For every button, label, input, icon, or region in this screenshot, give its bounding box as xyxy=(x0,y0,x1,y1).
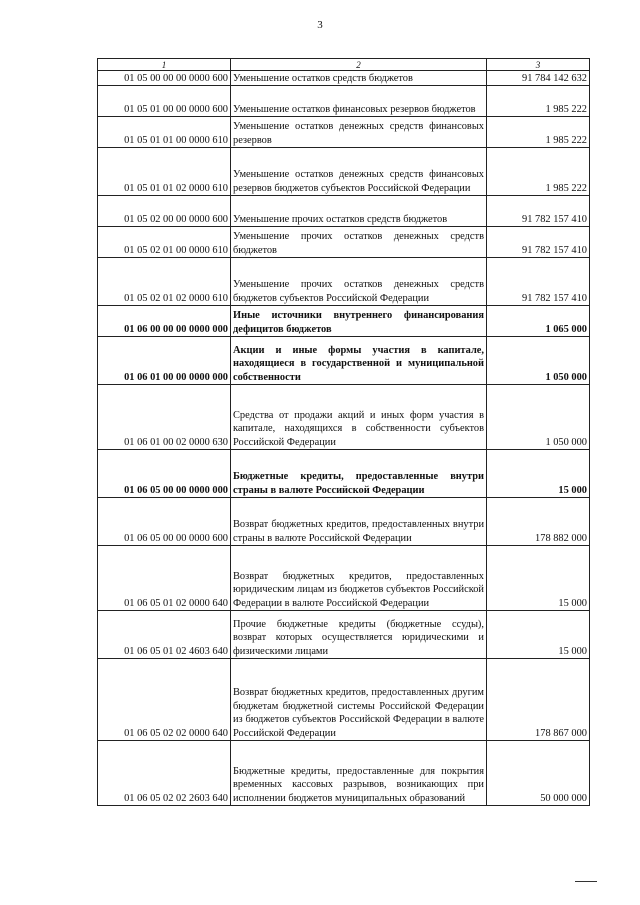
row-name: Уменьшение остатков денежных средств финансовых резервов xyxy=(231,117,487,148)
row-amount: 15 000 xyxy=(487,450,590,498)
row-name: Бюджетные кредиты, предоставленные для покрытия временных кассовых разрывов, возникающих при исполнении бюджетов муниципальных образований xyxy=(231,741,487,806)
row-code: 01 06 01 00 02 0000 630 xyxy=(98,385,231,450)
row-code: 01 06 05 00 00 0000 600 xyxy=(98,498,231,546)
table-row xyxy=(98,148,590,196)
row-code: 01 05 02 01 02 0000 610 xyxy=(98,258,231,306)
row-amount: 1 050 000 xyxy=(487,385,590,450)
row-name: Возврат бюджетных кредитов, предоставленных другим бюджетам бюджетной системы Российской Федерации из бюджетов субъектов Российской Федерации в валюте Российской Федерации xyxy=(231,659,487,741)
row-amount: 15 000 xyxy=(487,611,590,659)
page-number: 3 xyxy=(317,19,323,31)
row-amount: 15 000 xyxy=(487,546,590,611)
row-code: 01 05 00 00 00 0000 600 xyxy=(98,71,231,86)
row-code: 01 06 05 01 02 4603 640 xyxy=(98,611,231,659)
row-amount: 91 784 142 632 xyxy=(487,71,590,86)
row-name: Уменьшение остатков средств бюджетов xyxy=(231,71,487,86)
table-row xyxy=(98,498,590,546)
row-amount: 1 985 222 xyxy=(487,148,590,196)
row-amount: 50 000 000 xyxy=(487,741,590,806)
column-header-code: 1 xyxy=(98,59,231,71)
table-row xyxy=(98,196,590,227)
row-name: Возврат бюджетных кредитов, предоставленных юридическим лицам из бюджетов субъектов Российской Федерации в валюте Российской Федерации xyxy=(231,546,487,611)
table-row xyxy=(98,86,590,117)
table-header-row xyxy=(98,59,590,71)
table-row xyxy=(98,741,590,806)
row-code: 01 06 05 02 02 2603 640 xyxy=(98,741,231,806)
row-name: Средства от продажи акций и иных форм участия в капитале, находящихся в собственности субъектов Российской Федерации xyxy=(231,385,487,450)
table-row xyxy=(98,385,590,450)
row-name: Иные источники внутреннего финансирования дефицитов бюджетов xyxy=(231,306,487,337)
row-amount: 178 882 000 xyxy=(487,498,590,546)
row-amount: 1 065 000 xyxy=(487,306,590,337)
budget-sources-table xyxy=(97,58,590,806)
table-row xyxy=(98,258,590,306)
table-row xyxy=(98,546,590,611)
table-row xyxy=(98,450,590,498)
table-row xyxy=(98,611,590,659)
row-name: Бюджетные кредиты, предоставленные внутри страны в валюте Российской Федерации xyxy=(231,450,487,498)
row-name: Уменьшение остатков денежных средств финансовых резервов бюджетов субъектов Российской Федерации xyxy=(231,148,487,196)
row-amount: 91 782 157 410 xyxy=(487,258,590,306)
table-row xyxy=(98,659,590,741)
table-row xyxy=(98,227,590,258)
row-code: 01 06 05 02 02 0000 640 xyxy=(98,659,231,741)
row-code: 01 05 01 00 00 0000 600 xyxy=(98,86,231,117)
row-code: 01 05 01 01 02 0000 610 xyxy=(98,148,231,196)
row-code: 01 06 01 00 00 0000 000 xyxy=(98,337,231,385)
column-header-name: 2 xyxy=(231,59,487,71)
row-code: 01 06 05 00 00 0000 000 xyxy=(98,450,231,498)
footer-line xyxy=(575,881,597,882)
row-name: Уменьшение прочих остатков средств бюджетов xyxy=(231,196,487,227)
row-amount: 1 985 222 xyxy=(487,86,590,117)
table-row xyxy=(98,117,590,148)
table-row xyxy=(98,71,590,86)
row-code: 01 06 00 00 00 0000 000 xyxy=(98,306,231,337)
row-name: Акции и иные формы участия в капитале, находящиеся в государственной и муниципальной собственности xyxy=(231,337,487,385)
row-name: Прочие бюджетные кредиты (бюджетные ссуды), возврат которых осуществляется юридическими и физическими лицами xyxy=(231,611,487,659)
row-name: Уменьшение прочих остатков денежных средств бюджетов субъектов Российской Федерации xyxy=(231,258,487,306)
row-name: Уменьшение прочих остатков денежных средств бюджетов xyxy=(231,227,487,258)
row-amount: 1 985 222 xyxy=(487,117,590,148)
table-row xyxy=(98,306,590,337)
row-code: 01 06 05 01 02 0000 640 xyxy=(98,546,231,611)
row-amount: 91 782 157 410 xyxy=(487,196,590,227)
row-name: Уменьшение остатков финансовых резервов бюджетов xyxy=(231,86,487,117)
row-amount: 1 050 000 xyxy=(487,337,590,385)
row-code: 01 05 02 01 00 0000 610 xyxy=(98,227,231,258)
row-name: Возврат бюджетных кредитов, предоставленных внутри страны в валюте Российской Федерации xyxy=(231,498,487,546)
table-row xyxy=(98,337,590,385)
column-header-amount: 3 xyxy=(487,59,590,71)
row-code: 01 05 02 00 00 0000 600 xyxy=(98,196,231,227)
row-amount: 178 867 000 xyxy=(487,659,590,741)
row-code: 01 05 01 01 00 0000 610 xyxy=(98,117,231,148)
row-amount: 91 782 157 410 xyxy=(487,227,590,258)
